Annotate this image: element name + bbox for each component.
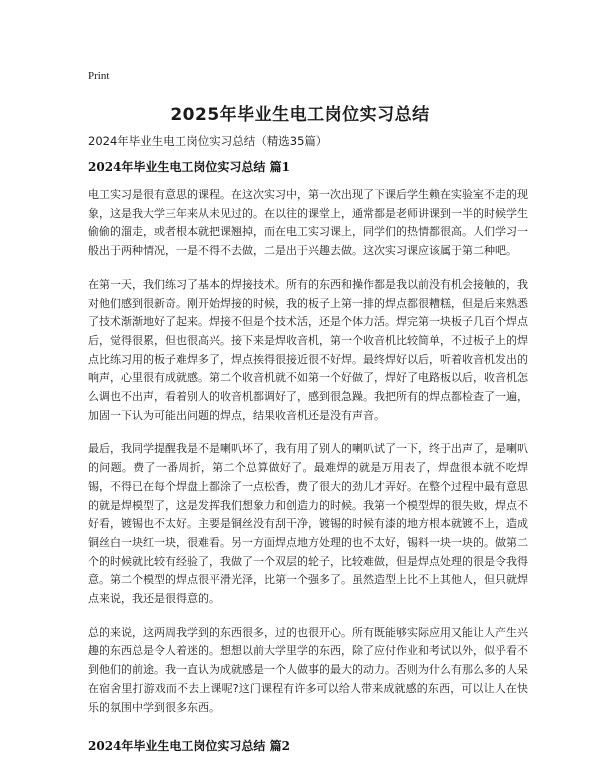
page-title: 2025年毕业生电工岗位实习总结: [170, 105, 430, 125]
section-1: [88, 158, 528, 732]
document-subtitle: 2024年毕业生电工岗位实习总结（精选35篇）: [88, 134, 328, 148]
section-heading: 2024年毕业生电工岗位实习总结 篇1: [88, 160, 290, 174]
paragraph: 电工实习是很有意思的课程。在这次实习中，第一次出现了下课后学生赖在实验室不走的现象，这是我大学三年来从未见过的。在以往的课堂上，通常都是老师讲课到一半的时候学生偷偷的溜走，或者根本就把课翘掉，而在电工实习课上，同学们的热情都很高。人们学习一般出于两种情况，一是不得不去做，二是出于兴趣去做。这次实习课应该属于第二种吧。: [88, 188, 528, 258]
paragraph: 在第一天，我们练习了基本的焊接技术。所有的东西和操作都是我以前没有机会接触的，我对他们感到很新奇。刚开始焊接的时候，我的板子上第一排的焊点都很糟糕，但是后来熟悉了技术渐渐地好了起来。焊接不但是个技术活，还是个体力活。焊完第一块板子几百个焊点后，觉得很累，但也很高兴。接下来是焊收音机，第一个收音机比较简单，不过板子上的焊点比练习用的板子难焊多了，焊点挨得很接近很不好焊。最终焊好以后，听着收音机发出的响声，心里很有成就感。第二个收音机就不如第一个好做了，焊好了电路板以后，收音机怎么调也不出声，看着别人的收音机都调好了，感到很急躁。我把所有的焊点都检查了一遍，加固一下认为可能出问题的焊点，结果收音机还是没有声音。: [88, 277, 528, 422]
paragraph: 最后，我同学提醒我是不是喇叭坏了，我有用了别人的喇叭试了一下，终于出声了，是喇叭的问题。费了一番周折，第二个总算做好了。最难焊的就是万用表了，焊盘很本就不吃焊锡，不得已在每个焊盘上都涂了一点松香，费了很大的劲儿才弄好。在整个过程中最有意思的就是焊模型了，这是发挥我们想象力和创造力的时候。我第一个模型焊的很失败，焊点不好看，镀锡也不太好。主要是铜丝没有刮干净，镀锡的时候有漆的地方根本就镀不上，造成铜丝白一块红一块，很难看。另一方面焊点地方处理的也不太好，锡料一块一块的。做第二个的时候就比较有经验了，我做了一个双层的轮子，比较难做，但是焊点处理的很是令我得意。第二个模型的焊点很平滑光泽，比第一个强多了。虽然造型上比不上其他人，但只就焊点来说，我还是很得意的。: [88, 442, 528, 606]
section-heading: 2024年毕业生电工岗位实习总结 篇2: [88, 739, 290, 753]
paragraph: 总的来说，这两周我学到的东西很多，过的也很开心。所有既能够实际应用又能让人产生兴趣的东西总是令人着迷的。想想以前大学里学的东西，除了应付作业和考试以外，似乎看不到他们的前途。我一直认为成就感是一个人做事的最大的动力。否则为什么有那么多的人呆在宿舍里打游戏而不去上课呢?这门课程有许多可以给人带来成就感的东西，可以让人在快乐的氛围中学到很多东西。: [88, 625, 528, 714]
print-link[interactable]: Print: [88, 70, 110, 82]
section-2: [88, 737, 290, 765]
